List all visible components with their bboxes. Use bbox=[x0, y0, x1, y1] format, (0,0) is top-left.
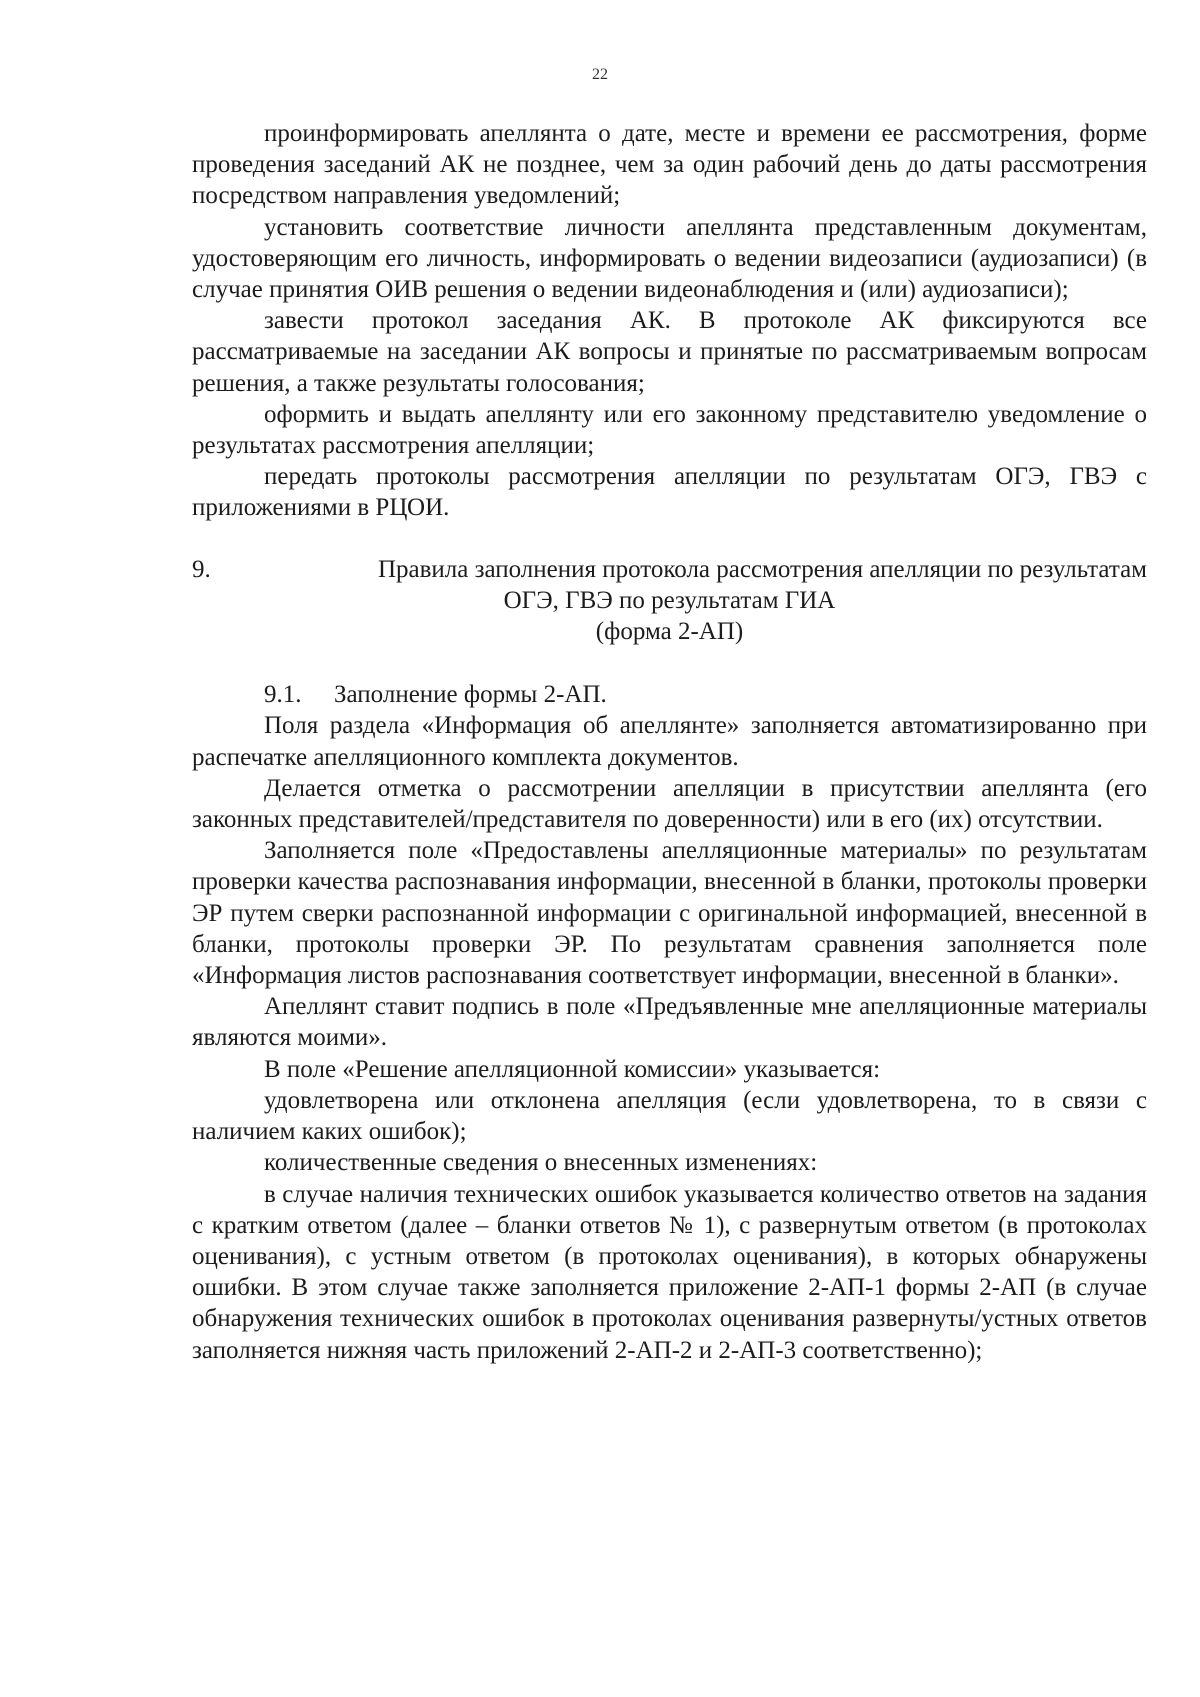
section-number: 9. bbox=[192, 555, 211, 583]
page-number: 22 bbox=[592, 66, 608, 83]
paragraph: Делается отметка о рассмотрении апелляции в присутствии апеллянта (его законных представителей/представителя по доверенности) или в его (их) отсутствии. bbox=[192, 774, 1147, 834]
paragraph: Поля раздела «Информация об апеллянте» заполняется автоматизированно при распечатке апелляционного комплекта документов. bbox=[192, 712, 1147, 771]
subsection-title: Заполнение формы 2-АП. bbox=[334, 681, 607, 709]
paragraph: завести протокол заседания АК. В протоколе АК фиксируются все рассматриваемые на заседании АК вопросы и принятые по рассматриваемым вопросам решения, а также результаты голосования; bbox=[192, 307, 1147, 397]
paragraph: удовлетворена или отклонена апелляция (если удовлетворена, то в связи с наличием каких ошибок); bbox=[192, 1086, 1147, 1146]
paragraph: установить соответствие личности апеллянта представленным документам, удостоверяющим его личность, информировать о ведении видеозаписи (аудиозаписи) (в случае принятия ОИВ решения о ведении видеонаблюдения и (или) аудиозаписи); bbox=[192, 213, 1147, 304]
paragraph: Апеллянт ставит подпись в поле «Предъявленные мне апелляционные материалы являются моими». bbox=[192, 993, 1147, 1052]
section-title-line-2: ОГЭ, ГВЭ по результатам ГИА bbox=[503, 586, 836, 614]
section-title-line-1: Правила заполнения протокола рассмотрения апелляции по результатам bbox=[377, 555, 1147, 583]
paragraph: передать протоколы рассмотрения апелляции по результатам ОГЭ, ГВЭ с приложениями в РЦОИ. bbox=[192, 463, 1147, 522]
section-title-line-3: (форма 2-АП) bbox=[595, 618, 744, 646]
paragraph: оформить и выдать апеллянту или его законному представителю уведомление о результатах рассмотрения апелляции; bbox=[192, 400, 1147, 460]
paragraph: количественные сведения о внесенных изменениях: bbox=[264, 1149, 818, 1177]
subsection-number: 9.1. bbox=[264, 681, 302, 709]
section-heading bbox=[192, 554, 1147, 648]
paragraph: в случае наличия технических ошибок указывается количество ответов на задания с кратким ответом (далее – бланки ответов № 1), с развернутым ответом (в протоколах оценивания), с устным ответом (в протоколах оценивания), в которых обнаружены ошибки. В этом случае также заполняется приложение 2-АП-1 формы 2-АП (в случае обнаружения технических ошибок в протоколах оценивания развернуты/устных ответов заполняется нижняя часть приложений 2-АП-2 и 2-АП-3 соответственно); bbox=[192, 1180, 1147, 1364]
paragraph: проинформировать апеллянта о дате, месте и времени ее рассмотрения, форме проведения заседаний АК не позднее, чем за один рабочий день до даты рассмотрения посредством направления уведомлений; bbox=[192, 120, 1147, 210]
subsection-heading bbox=[192, 679, 1147, 710]
paragraph: В поле «Решение апелляционной комиссии» указывается: bbox=[264, 1055, 881, 1083]
paragraph: Заполняется поле «Предоставлены апелляционные материалы» по результатам проверки качества распознавания информации, внесенной в бланки, протоколы проверки ЭР путем сверки распознанной информации с оригинальной информацией, внесенной в бланки, протоколы проверки ЭР. По результатам сравнения заполняется поле «Информация листов распознавания соответствует информации, внесенной в бланки». bbox=[192, 837, 1147, 990]
document-body bbox=[192, 118, 1147, 1366]
